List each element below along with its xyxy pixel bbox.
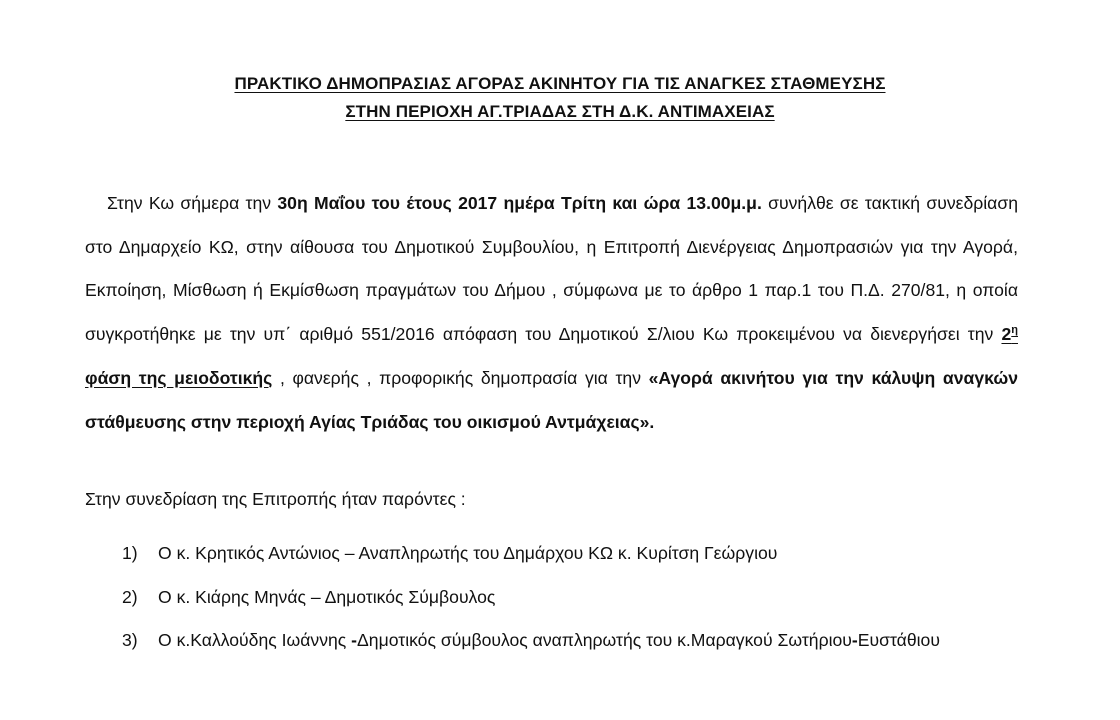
list-item-number: 3) (122, 630, 138, 651)
list-item (85, 619, 1018, 663)
present-members-label: Στην συνεδρίαση της Επιτροπής ήταν παρόντες : (85, 489, 466, 509)
phase-number: $2^\eta$ (1001, 324, 1018, 345)
list-item-number: 2) (122, 586, 138, 607)
phase-label: φάση της μειοδοτικής (85, 367, 273, 388)
members-list (85, 532, 1018, 663)
document-title-line-2: ΣΤΗΝ ΠΕΡΙΟΧΗ ΑΓ.ΤΡΙΑΔΑΣ ΣΤΗ Δ.Κ. ΑΝΤΙΜΑΧΕΙΑΣ (345, 102, 775, 121)
document-title-line-1: ΠΡΑΚΤΙΚΟ ΔΗΜΟΠΡΑΣΙΑΣ ΑΓΟΡΑΣ ΑΚΙΝΗΤΟΥ ΓΙΑ ΤΙΣ ΑΝΑΓΚΕΣ ΣΤΑΘΜΕΥΣΗΣ (234, 74, 886, 93)
auction-subject: «Αγορά ακινήτου για την κάλυψη αναγκών στάθμευσης στην περιοχή Αγίας Τριάδας του οικισμού Αντμάχειας». (85, 367, 1018, 432)
list-item (85, 532, 1018, 576)
intro-text-1: Στην Κω σήμερα την (107, 193, 278, 213)
intro-text-2: συνήλθε σε τακτική συνεδρίαση στο Δημαρχείο ΚΩ, στην αίθουσα του Δημοτικού Συμβουλίου, η Επιτροπή Διενέργειας Δημοπρασιών για την Αγορά, Εκποίηση, Μίσθωση ή Εκμίσθωση πραγμάτων του Δήμου , σύμφωνα με το άρθρο 1 παρ.1 του Π.Δ. 270/81, η οποία συγκροτήθηκε με την υπ΄ αριθμό 551/2016 απόφαση του Δημοτικού Σ/λιου Κω προκειμένου να διενεργήσει την (85, 193, 1018, 345)
meeting-date: 30η Μαΐου του έτους 2017 ημέρα Τρίτη και ώρα 13.00μ.μ. (277, 193, 762, 213)
intro-paragraph (85, 182, 1018, 444)
list-item-text: Ο κ. Κιάρης Μηνάς – Δημοτικός Σύμβουλος (158, 586, 496, 607)
intro-text-3: , φανερής , προφορικής δημοπρασία για την (272, 367, 649, 388)
list-item-number: 1) (122, 543, 138, 563)
phase-ordinal-suffix: η (1011, 324, 1018, 337)
list-item-text: Ο κ. Κρητικός Αντώνιος – Αναπληρωτής του Δημάρχου ΚΩ κ. Κυρίτση Γεώργιου (158, 543, 778, 563)
list-item-text: Ο κ.Καλλούδης Ιωάννης -Δημοτικός σύμβουλος αναπληρωτής του κ.Μαραγκού Σωτήριου-Ευστάθιου (158, 630, 940, 651)
list-item (85, 576, 1018, 620)
